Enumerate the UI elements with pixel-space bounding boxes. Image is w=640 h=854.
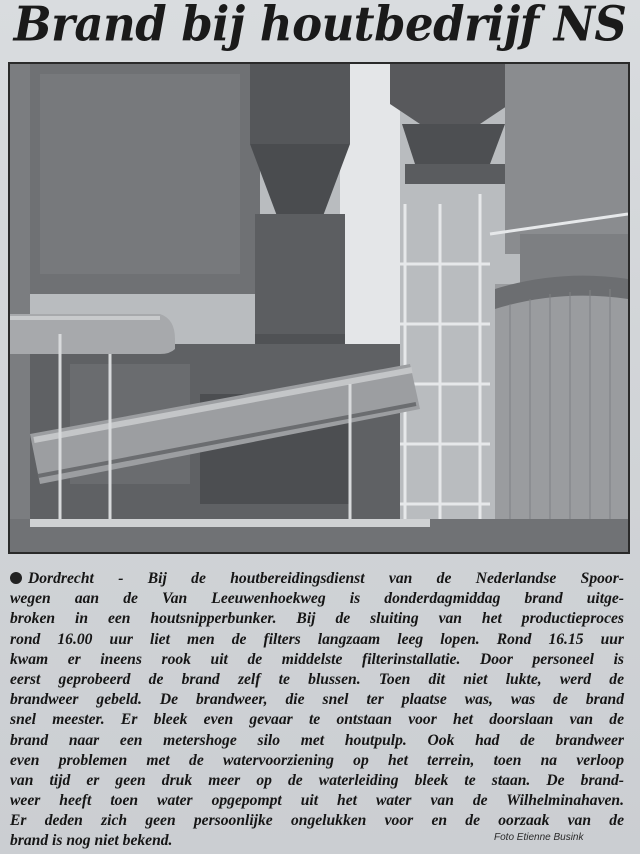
article-line: snel meester. Er bleek even gevaar te ontstaan voor het doorslaan van de bbox=[10, 711, 624, 729]
article-line: kwam er ineens rook uit de middelste filterinstallatie. Door personeel is bbox=[10, 650, 624, 668]
article-line: brand naar een metershoge silo met houtpulp. Ook had de brandweer bbox=[10, 731, 624, 749]
bullet-icon bbox=[10, 572, 22, 584]
article-line: broken in een houtsnipperbunker. Bij de sluiting van het productieproces bbox=[10, 610, 624, 628]
article-line: wegen aan de Van Leeuwenhoekweg is donderdagmiddag brand uitge- bbox=[10, 590, 624, 608]
article-line: brand is nog niet bekend. bbox=[10, 832, 173, 850]
headline: Brand bij houtbedrijf NS bbox=[13, 0, 627, 53]
article-body bbox=[10, 569, 624, 852]
article-line: van tijd er geen druk meer op de waterleiding bleek te staan. De brand- bbox=[10, 771, 624, 789]
article-line: eerst geprobeerd de brand zelf te blussen. Toen dit niet lukte, werd de bbox=[10, 670, 624, 688]
article-line: brandweer gebeld. De brandweer, die snel ter plaatse was, was de brand bbox=[10, 691, 624, 709]
news-photo bbox=[8, 62, 630, 554]
article-line: Er deden zich geen persoonlijke ongelukken voor en de oorzaak van de bbox=[10, 812, 624, 830]
article-line: weer heeft toen water opgepompt uit het water van de Wilhelminahaven. bbox=[10, 792, 624, 810]
article-line: Dordrecht - Bij de houtbereidingsdienst van de Nederlandse Spoor- bbox=[10, 569, 624, 589]
industrial-plant-illustration bbox=[10, 64, 628, 552]
photo-credit: Foto Etienne Busink bbox=[494, 832, 584, 843]
article-line: rond 16.00 uur liet men de filters langzaam leeg lopen. Rond 16.15 uur bbox=[10, 630, 624, 648]
article-line: even problemen met de watervoorziening op het terrein, toen na verloop bbox=[10, 751, 624, 769]
